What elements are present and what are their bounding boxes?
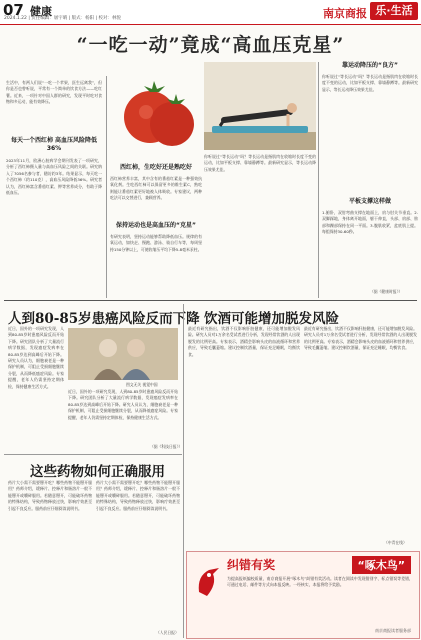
medication-title: 这些药物如何正确服用	[30, 464, 165, 480]
ad-body: 为提高报纸编校质量，南京商报开展“啄木鸟”纠错有奖活动。读者在阅读中发现错别字、标点错误等差错，可通过电话、邮件等方式向本报反映。一经核实，本报将给予奖励。	[227, 576, 413, 588]
medication-byline: （人民日报）	[156, 630, 179, 635]
woodpecker-ad	[186, 551, 420, 639]
plank-steps: 1.俯卧，双肘弯曲支撑在地面上，肩与肘关节垂直。2.双脚踩地，身体离开地面，躯干伸直，头部、肩部、胯部和踝部保持在同一平面。3.腹肌收紧，盆底肌上提。每组保持30-60秒。	[322, 210, 418, 235]
date-line: 2024.1.22 | 责任编辑：屠宇晴 | 版式：杨阳 | 校对：林悦	[4, 16, 122, 21]
subhead-raw-cooked: 西红柿，生吃好还是熟吃好	[119, 164, 192, 171]
plank-photo	[204, 62, 316, 150]
paper-logo: 乐·生活	[370, 2, 418, 20]
subhead-plank: 平板支撑这样做	[348, 198, 391, 205]
medication-body: 药片大小需不需要掰开吃？哪些药物不能掰开服用？药师介绍，缓释片、控释片和肠溶片一般不能掰开或嚼碎服用。若随意掰开，可能破坏药物的特殊结构，导致药物释放过快，影响疗效甚至引起不良反应。服药前应仔细阅读说明书。	[8, 480, 92, 511]
alcohol-body: 最近有研究指出，饮酒不仅影响肝脏健康，还可能增加脱发风险。研究人员对1万余名受试者进行分析，发现经常饮酒的人出现脱发的比例更高。专家表示，酒精会影响头皮的血液循环和营养供应，导致毛囊萎缩。建议控制饮酒量，保证充足睡眠，均衡饮食。	[188, 326, 300, 357]
alcohol-title: 饮酒可能增加脱发风险	[204, 311, 339, 327]
paper-name: 南京商报	[323, 7, 367, 20]
elderly-photo-caption: 图文无关 视觉中国	[126, 382, 158, 387]
intro-text: 生活中，有两人们说“一吃一个苹果，医生远离我”，但你是否也曾听说，平常有一个简单的饮食方法——吃红薯。近来，一项针对中国人群的研究，发现平时吃对食物和多运动，能有效降压。	[6, 80, 102, 105]
cancer-risk-body: 近日，国外的一项研究发现，人到80-85岁时患癌风险反而开始下降。研究团队分析了大量流行病学数据，发现癌症发病率在80-85岁达到高峰后开始下降。研究人员认为，细胞衰老是一种保护机制，可阻止受损细胞继续分裂，从而降低癌症风险。专家提醒，老年人仍需坚持定期体检，保持健康生活方式。	[8, 326, 64, 389]
cancer-risk-title: 人到80-85岁患癌风险反而下降	[8, 311, 200, 327]
raw-cooked-body: 西红柿营养丰富，其中含有的番茄红素是一种强效抗氧化剂。生吃西红柿可以保留更多的维生素C，熟吃则能让番茄红素更好地被人体吸收。专家建议，两种吃法可以交替进行，兼顾营养。	[110, 176, 202, 201]
ad-footer: 南京商报读者服务部	[375, 628, 411, 633]
tomato-body: 2023年11月，欧洲心脏病学会期刊发表了一项研究，分析了西红柿摄入量与高血压风险之间的关联。研究纳入了7056名参与者，随访约3年。结果显示，每天吃一个西红柿（约110克），高血压风险降低36%。研究者认为，西红柿富含番茄红素、钾等营养成分，有助于降低血压。	[6, 158, 102, 196]
isometric-body: 你听说过“等长运动”吗？等长运动是指肌肉在收缩时长度不变的运动，比如平板支撑、靠墙静蹲等。最新研究显示，等长运动降压效果尤佳。	[322, 74, 418, 92]
alcohol-body-cont: 最近有研究指出，饮酒不仅影响肝脏健康，还可能增加脱发风险。研究人员对1万余名受试者进行分析，发现经常饮酒的人出现脱发的比例更高。专家表示，酒精会影响头皮的血液循环和营养供应，导致毛囊萎缩。建议控制饮酒量，保证充足睡眠，均衡饮食。	[304, 326, 417, 351]
exercise-body: 有研究表明，坚持运动能够帮助降低血压。规律的有氧运动，如快走、慢跑、游泳、骑自行车等，每周坚持150分钟以上，可使收缩压平均下降5-8毫米汞柱。	[110, 234, 202, 252]
top-byline: （据《健康时报》）	[370, 289, 403, 294]
ad-motto: “啄木鸟”	[352, 556, 411, 574]
tomato-photo	[110, 62, 202, 158]
subhead-isometric: 靠运动降压的“良方”	[342, 62, 398, 69]
cancer-risk-body-cont: 近日，国外的一项研究发现，人到80-85岁时患癌风险反而开始下降。研究团队分析了大量流行病学数据，发现癌症发病率在80-85岁达到高峰后开始下降。研究人员认为，细胞衰老是一种保护机制，可阻止受损细胞继续分裂，从而降低癌症风险。专家提醒，老年人仍需坚持定期体检，保持健康生活方式。	[68, 389, 178, 420]
medication-body-cont: 药片大小需不需要掰开吃？哪些药物不能掰开服用？药师介绍，缓释片、控释片和肠溶片一般不能掰开或嚼碎服用。若随意掰开，可能破坏药物的特殊结构，导致药物释放过快，影响疗效甚至引起不良反应。服药前应仔细阅读说明书。	[96, 480, 180, 511]
page-number: 07	[3, 1, 24, 19]
cancer-risk-source: （据《科技日报》）	[150, 444, 183, 449]
woodpecker-icon	[193, 562, 223, 602]
subhead-tomato: 每天一个西红柿 高血压风险降低36%	[10, 137, 98, 152]
section-title: 健康	[30, 5, 52, 18]
isometric-body-cont: 你听说过“等长运动”吗？等长运动是指肌肉在收缩时长度不变的运动，比如平板支撑、靠墙静蹲等。最新研究显示，等长运动降压效果尤佳。	[204, 154, 316, 172]
elderly-photo	[68, 328, 178, 380]
subhead-exercise: 保持运动也是高血压的“克星”	[116, 222, 196, 229]
alcohol-byline: （中青在线）	[384, 540, 407, 545]
ad-brand: 纠错有奖	[227, 558, 276, 572]
main-headline: “一吃一动”竟成“高血压克星”	[76, 34, 345, 56]
page-header	[0, 0, 421, 25]
